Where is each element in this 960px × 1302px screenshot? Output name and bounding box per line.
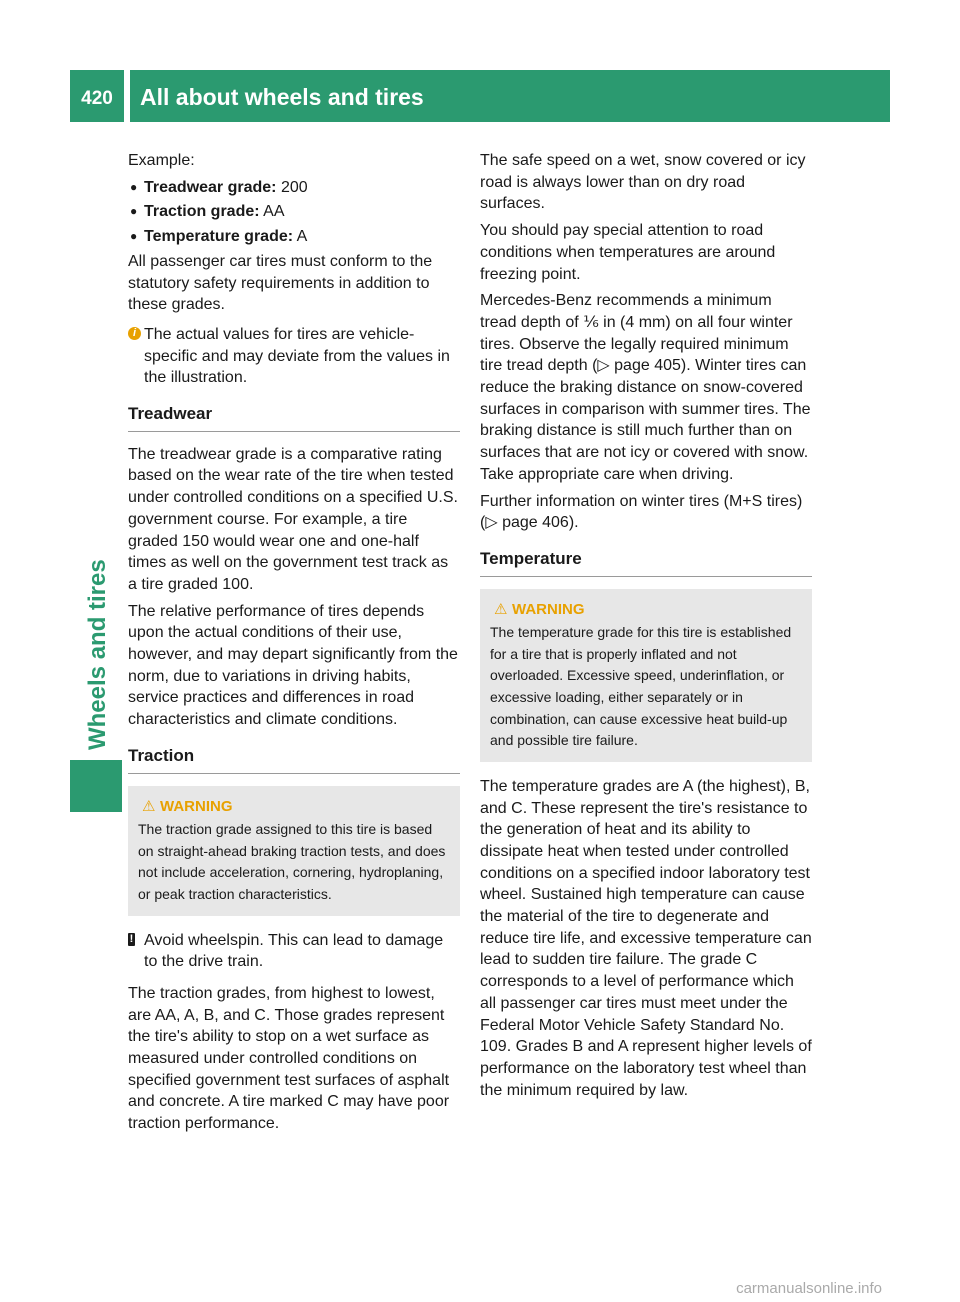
page-number: 420 <box>81 88 113 109</box>
warning-title-text: WARNING <box>512 600 585 618</box>
traction-heading: Traction <box>128 745 460 774</box>
page-title: All about wheels and tires <box>140 84 424 110</box>
info-note-text: The actual values for tires are vehicle-specific and may deviate from the values in the illustration. <box>144 325 450 387</box>
footer-watermark: carmanualsonline.info <box>736 1280 882 1297</box>
exclamation-icon: ! <box>129 932 134 945</box>
bullet-label: Treadwear grade: <box>144 178 277 196</box>
conform-paragraph: All passenger car tires must conform to the statutory safety requirements in addition to these grades. <box>128 252 433 314</box>
treadwear-paragraph-1: The treadwear grade is a comparative rating based on the wear rate of the tire when tested under controlled conditions on a specified U.S. government course. For example, a tire graded 150 would wear one and one-half times as well on the government test track as a tire graded 100. <box>128 445 458 593</box>
warning-text: The temperature grade for this tire is established for a tire that is properly inflated and not overloaded. Excessive speed, underinflation, or excessive loading, either separately or in combination, can cause excessive heat build-up and possible tire failure. <box>490 624 792 749</box>
warning-text: The traction grade assigned to this tire is based on straight-ahead braking traction tests, and does not include acceleration, cornering, hydroplaning, or peak traction characteristics. <box>138 821 446 902</box>
warning-title <box>490 599 802 621</box>
treadwear-paragraph-2: The relative performance of tires depends upon the actual conditions of their use, however, and may depart significantly from the norm, due to variations in driving habits, service practices and differences in road characteristics and climate conditions. <box>128 602 458 729</box>
info-note <box>128 324 460 389</box>
side-tab-marker <box>70 760 122 812</box>
bullet-value: AA <box>259 203 285 221</box>
bullet-value: 200 <box>276 178 308 196</box>
left-column <box>128 150 460 1140</box>
side-tab-label: Wheels and tires <box>84 559 111 750</box>
right-paragraph-2: You should pay special attention to road conditions when temperatures are around freezing point. <box>480 222 776 283</box>
right-paragraph-4: Further information on winter tires (M+S tires) (▷ page 406). <box>480 492 803 532</box>
warning-title <box>138 796 450 818</box>
list-item <box>128 226 460 248</box>
right-column <box>480 150 812 1106</box>
wheelspin-note-text: Avoid wheelspin. This can lead to damage to the drive train. <box>144 931 444 971</box>
header-separator <box>124 70 130 122</box>
example-intro: Example: <box>128 152 195 169</box>
list-item <box>128 201 460 223</box>
warning-title-text: WARNING <box>160 797 233 815</box>
treadwear-heading: Treadwear <box>128 403 460 432</box>
warning-icon: ⚠ <box>142 797 156 815</box>
wheelspin-note <box>128 930 460 973</box>
right-paragraph-1: The safe speed on a wet, snow covered or icy road is always lower than on dry road surfaces. <box>480 152 806 213</box>
grade-list <box>128 177 460 248</box>
bullet-value: A <box>293 228 308 246</box>
right-paragraph-3: Mercedes-Benz recommends a minimum tread depth of ⅙ in (4 mm) on all four winter tires. Observe the legally required minimum tire tread depth (▷ page 405). Winter tires can reduce the braking distance on snow-covered surfaces in comparison with summer tires. The braking distance is still much further than on surfaces that are not icy or covered with snow. Take appropriate care when driving. <box>480 292 811 483</box>
traction-paragraph: The traction grades, from highest to lowest, are AA, A, B, and C. Those grades represent the tire's ability to stop on a wet surface as measured under controlled conditions on specified government test surfaces of asphalt and concrete. A tire marked C may have poor traction performance. <box>128 984 450 1133</box>
bullet-icon: ● <box>130 204 138 219</box>
list-item <box>128 177 460 199</box>
temperature-heading: Temperature <box>480 548 812 577</box>
bullet-label: Temperature grade: <box>144 228 294 246</box>
temperature-paragraph: The temperature grades are A (the highest), B, and C. These represent the tire's resistance to the generation of heat and its ability to dissipate heat when tested under controlled conditions on a specified indoor laboratory test wheel. Sustained high temperature can cause the material of the tire to degenerate and reduce tire life, and excessive temperature can lead to sudden tire failure. The grade C corresponds to a level of performance which all passenger car tires must meet under the Federal Motor Vehicle Safety Standard No. 109. Grades B and A represent higher levels of performance on the laboratory test wheel than the minimum required by law. <box>480 777 812 1099</box>
bullet-icon: ● <box>130 179 138 194</box>
info-icon: i <box>128 327 141 340</box>
bullet-label: Traction grade: <box>144 203 260 221</box>
bullet-icon: ● <box>130 229 138 244</box>
temperature-warning-box <box>480 589 812 762</box>
warning-icon: ⚠ <box>494 600 508 618</box>
traction-warning-box <box>128 786 460 916</box>
